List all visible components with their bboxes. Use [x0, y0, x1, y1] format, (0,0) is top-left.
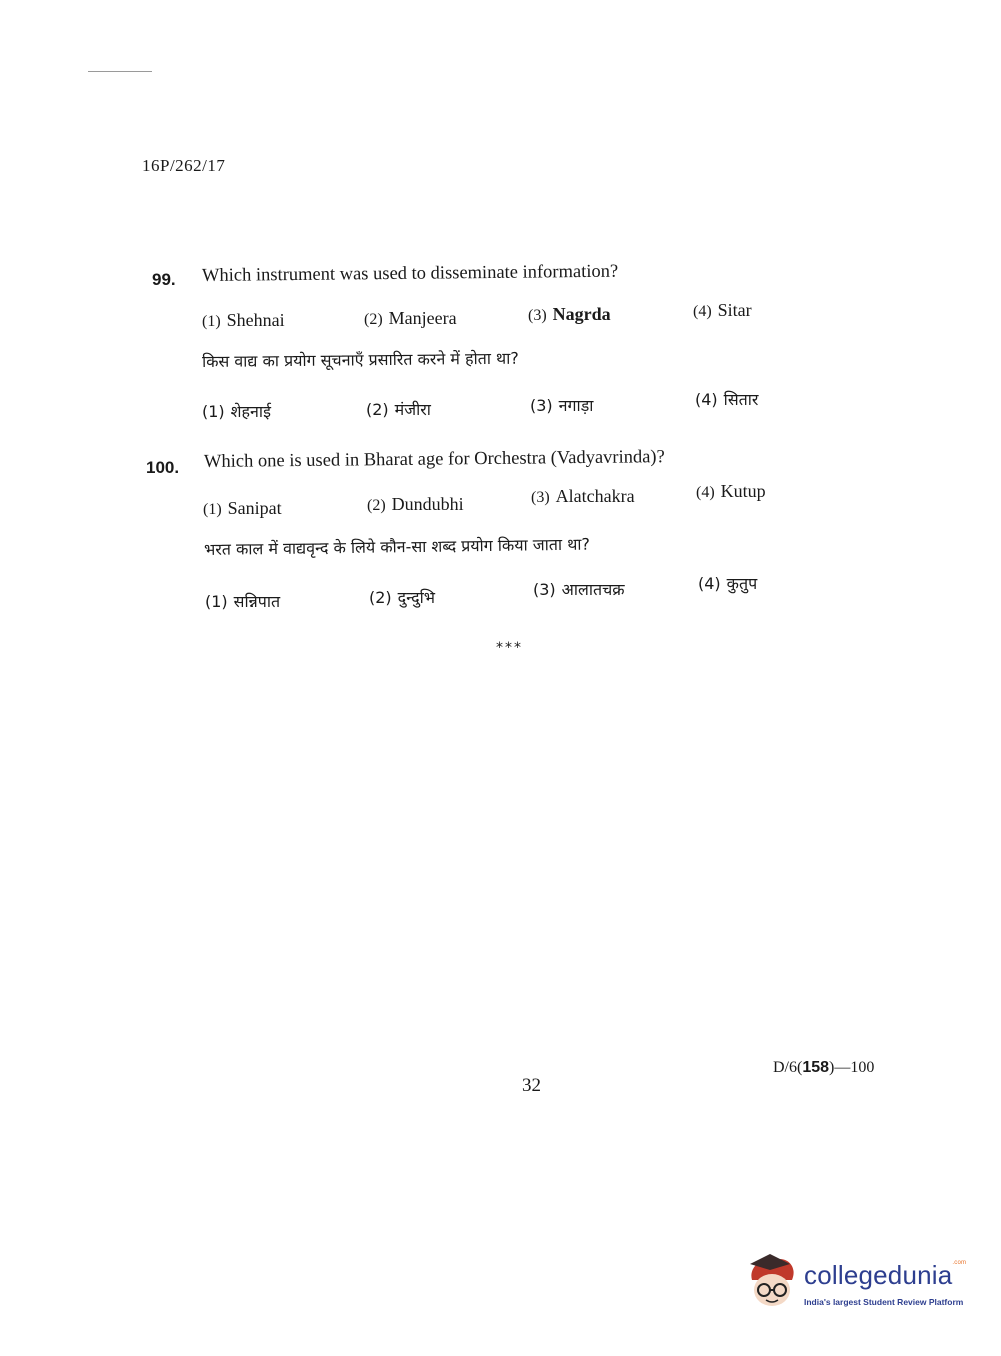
q99-hindi-option-1: (1) शेहनाई	[202, 402, 271, 421]
end-marker: ***	[496, 640, 523, 656]
question-99-number: 99.	[152, 270, 176, 289]
q100-option-1: (1) Sanipat	[203, 498, 282, 518]
q99-option-3: (3) Nagrda	[528, 304, 611, 324]
question-99-text: Which instrument was used to disseminate information?	[201, 261, 619, 286]
q99-hindi-option-3: (3) नगाड़ा	[530, 396, 594, 415]
q99-option-4: (4) Sitar	[693, 300, 752, 320]
q100-hindi-option-3: (3) आलातचक्र	[533, 580, 625, 599]
q99-hindi-option-2: (2) मंजीरा	[366, 400, 431, 419]
question-100-number: 100.	[146, 458, 180, 477]
q100-hindi-option-2: (2) दुन्दुभि	[369, 588, 435, 607]
footer-code: D/6(158)—100	[773, 1059, 875, 1076]
q100-hindi-option-4: (4) कुतुप	[698, 574, 758, 593]
q99-option-2: (2) Manjeera	[364, 308, 457, 328]
collegedunia-logo	[742, 1252, 972, 1322]
q99-hindi-option-4: (4) सितार	[695, 390, 759, 409]
question-100-text: Which one is used in Bharat age for Orchestra (Vadyavrinda)?	[203, 447, 665, 472]
mascot-icon	[742, 1252, 802, 1314]
question-100-hindi: भरत काल में वाद्यवृन्द के लिये कौन-सा शब्द प्रयोग किया जाता था?	[203, 534, 591, 559]
top-rule	[88, 71, 152, 72]
page-number: 32	[522, 1075, 541, 1096]
q100-option-2: (2) Dundubhi	[367, 494, 464, 514]
q99-option-1: (1) Shehnai	[202, 310, 285, 330]
logo-wordmark: collegedunia$^{.com}$	[804, 1260, 967, 1290]
question-99-hindi: किस वाद्य का प्रयोग सूचनाएँ प्रसारित करने में होता था?	[201, 348, 519, 371]
q100-hindi-option-1: (1) सन्निपात	[205, 592, 281, 611]
q100-option-4: (4) Kutup	[696, 481, 766, 501]
q100-option-3: (3) Alatchakra	[531, 486, 635, 506]
paper-code: 16P/262/17	[142, 156, 226, 175]
logo-tagline: India's largest Student Review Platform	[804, 1297, 964, 1307]
